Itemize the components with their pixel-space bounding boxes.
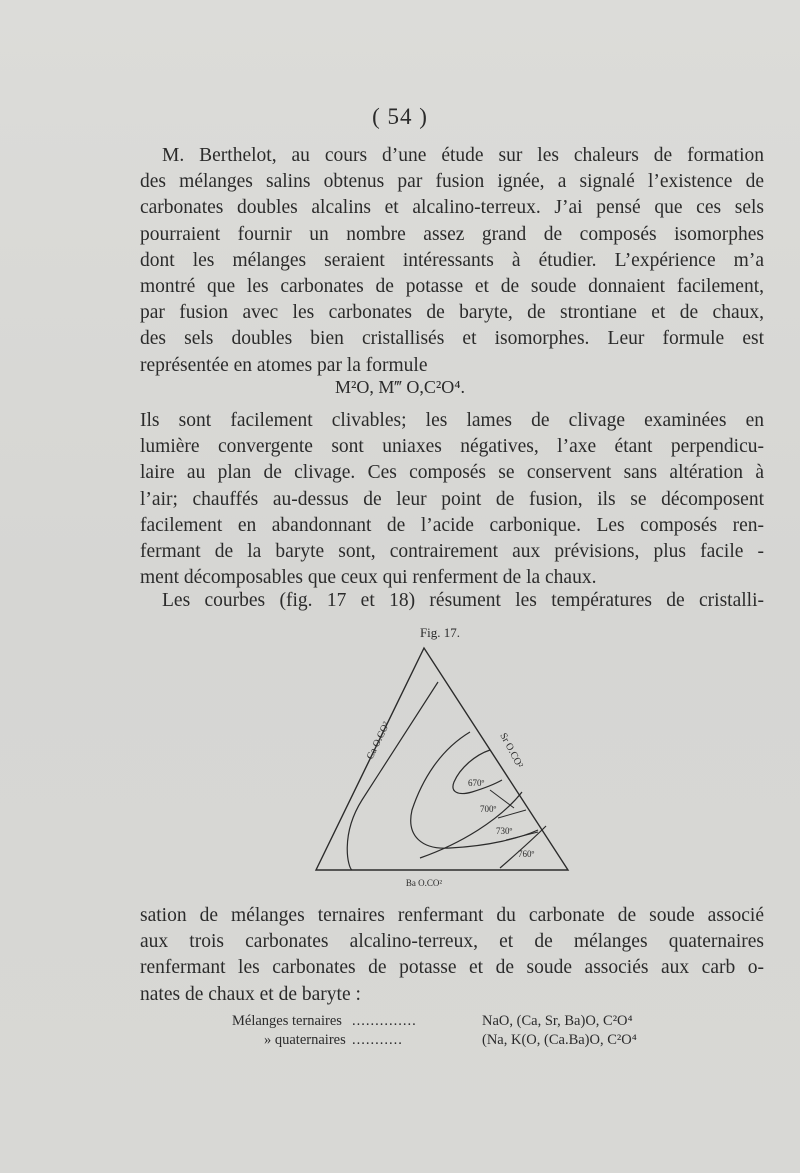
mixture-label: » quaternaires: [264, 1032, 346, 1048]
paragraph-cleavage: [140, 408, 764, 591]
right-side-label: Sr O.CO²: [497, 731, 525, 770]
mixture-label: Mélanges ternaires: [232, 1013, 342, 1029]
text-line: Les courbes (fig. 17 et 18) résument les températures de cristalli-: [162, 590, 764, 611]
text-line: sation de mélanges ternaires renfermant du carbonate de soude associé: [140, 905, 764, 926]
page-number: ( 54 ): [372, 104, 428, 129]
text-line: lumière convergente sont uniaxes négatives, l’axe étant perpendicu-: [140, 436, 764, 458]
text-line: M. Berthelot, au cours d’une étude sur les chaleurs de formation: [162, 145, 764, 166]
text-line: renfermant les carbonates de potasse et de soude associés aux carb o-: [140, 957, 764, 979]
paragraph-curves: [140, 588, 764, 614]
figure-caption: Fig. 17.: [419, 625, 461, 640]
chemical-formula: M²O, M‴ O,C²O⁴.: [334, 377, 466, 397]
text-line: dont les mélanges seraient intéressants à étudier. L’expérience m’a: [140, 249, 764, 271]
text-line: fermant de la baryte sont, contrairement aux prévisions, plus facile -: [140, 541, 764, 563]
outer-curve: [347, 682, 438, 870]
mixture-formula: NaO, (Ca, Sr, Ba)O, C²O⁴: [482, 1013, 633, 1029]
mixture-row: [232, 1012, 692, 1031]
leader-dots: ...........: [352, 1032, 403, 1048]
text-line: des mélanges salins obtenus par fusion ignée, a signalé l’existence de: [140, 171, 764, 193]
isotherm-label-730: 730º: [496, 826, 513, 836]
mixture-formula: (Na, K(O, (Ca.Ba)O, C²O⁴: [482, 1032, 637, 1048]
isotherm-label-670: 670º: [468, 778, 485, 788]
text-line: aux trois carbonates alcalino-terreux, et de mélanges quaternaires: [140, 931, 764, 953]
isotherm-label-760: 760º: [518, 849, 535, 859]
text-line: montré que les carbonates de potasse et de soude donnaient facilement,: [140, 276, 764, 298]
isotherm-label-700: 700º: [480, 804, 497, 814]
text-line: nates de chaux et de baryte :: [140, 983, 361, 1005]
text-line: laire au plan de clivage. Ces composés se conservent sans altération à: [140, 462, 764, 484]
text-line: des sels doubles bien cristallisés et isomorphes. Leur formule est: [140, 328, 764, 350]
tie-line: [498, 810, 526, 818]
text-line: pourraient fournir un nombre assez grand de composés isomorphes: [140, 223, 764, 245]
triangle-outline: [316, 648, 568, 870]
mixture-row: [232, 1031, 692, 1050]
bottom-side-label: Ba O.CO²: [405, 878, 443, 888]
ternary-diagram: [300, 640, 590, 900]
left-side-label: Ca O.CO²: [364, 720, 393, 762]
text-line: ment décomposables que ceux qui renferment de la chaux.: [140, 567, 597, 589]
text-line: par fusion avec les carbonates de baryte, de strontiane et de chaux,: [140, 302, 764, 324]
isotherm-700: [411, 732, 538, 848]
paragraph-mixtures: [140, 903, 764, 1008]
text-line: représentée en atomes par la formule: [140, 354, 428, 376]
text-line: Ils sont facilement clivables; les lames de clivage examinées en: [140, 410, 764, 431]
paragraph-berthelot: [140, 143, 764, 379]
mixtures-table: [232, 1012, 692, 1050]
text-line: facilement en abandonnant de l’acide carbonique. Les composés ren-: [140, 514, 764, 536]
leader-dots: ..............: [352, 1013, 417, 1029]
text-line: carbonates doubles alcalins et alcalino-terreux. J’ai pensé que ces sels: [140, 197, 764, 219]
text-line: l’air; chauffés au-dessus de leur point de fusion, ils se décomposent: [140, 488, 764, 510]
